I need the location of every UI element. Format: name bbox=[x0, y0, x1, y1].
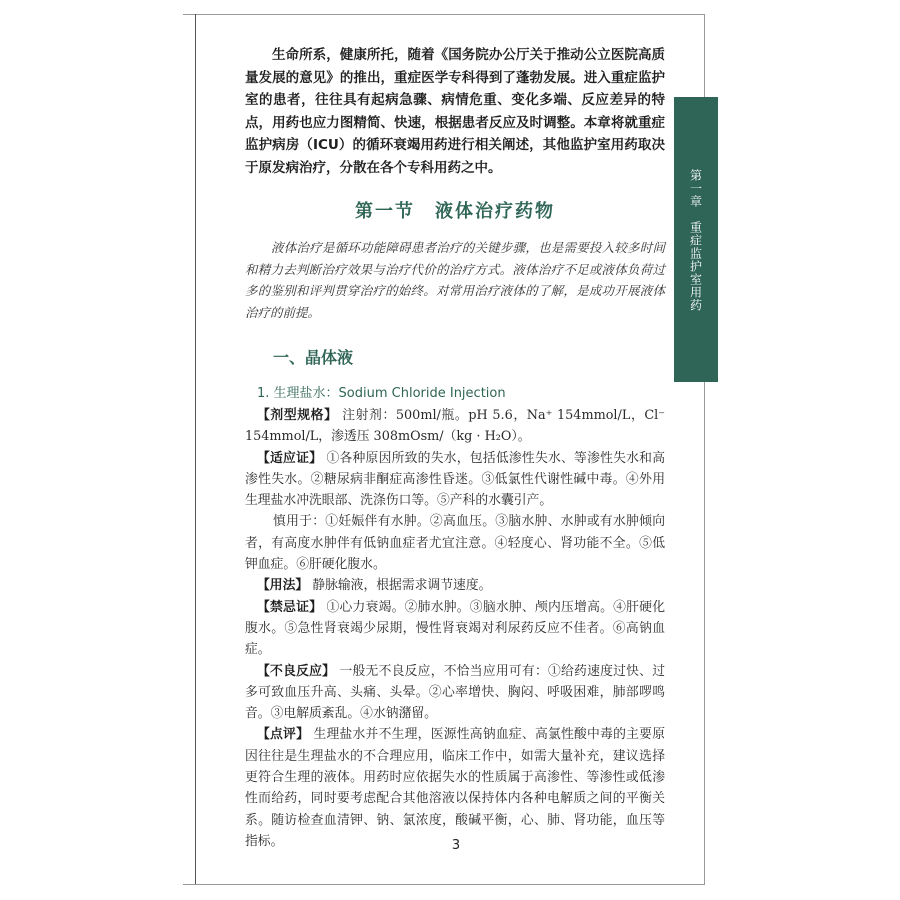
usage-tag: 【用法】 bbox=[257, 578, 309, 594]
comment-paragraph bbox=[245, 724, 665, 852]
adverse-paragraph bbox=[245, 661, 665, 725]
usage-paragraph bbox=[245, 575, 665, 596]
drug-title: 1. 生理盐水：Sodium Chloride Injection bbox=[257, 386, 506, 401]
indication-text: ①各种原因所致的失水，包括低渗性失水、等渗性失水和高渗性失水。②糖尿病非酮症高渗性昏迷。③低氯性代谢性碱中毒。④外用生理盐水冲洗眼部、洗涤伤口等。⑤产科的水囊引产。 bbox=[245, 450, 666, 509]
page-border-top bbox=[183, 14, 705, 15]
page-border-bottom bbox=[183, 884, 705, 885]
contraindication-tag: 【禁忌证】 bbox=[257, 599, 323, 615]
page-content bbox=[245, 44, 665, 852]
chapter-tab-label: 第一章 重症监护室用药 bbox=[688, 169, 703, 312]
page-spine-line bbox=[195, 14, 196, 885]
usage-text: 静脉输液，根据需求调节速度。 bbox=[312, 578, 492, 594]
section-title: 第一节 液体治疗药物 bbox=[355, 201, 555, 222]
chapter-side-tab bbox=[674, 97, 718, 382]
contraindication-text: ①心力衰竭。②肺水肿。③脑水肿、颅内压增高。④肝硬化腹水。⑤急性肾衰竭少尿期，慢性肾衰竭对利尿药反应不佳者。⑥高钠血症。 bbox=[245, 599, 666, 658]
spec-paragraph bbox=[245, 405, 665, 448]
section-intro: 液体治疗是循环功能障碍患者治疗的关键步骤，也是需要投入较多时间和精力去判断治疗效果与治疗代价的治疗方式。液体治疗不足或液体负荷过多的鉴别和评判贯穿治疗的始终。对常用治疗液体的了解，是成功开展液体治疗的前提。 bbox=[245, 240, 665, 320]
caution-paragraph: 慎用于：①妊娠伴有水肿。②高血压。③脑水肿、水肿或有水肿倾向者，有高度水肿伴有低钠血症者尤宜注意。④轻度心、肾功能不全。⑤低钾血症。⑥肝硬化腹水。 bbox=[245, 514, 665, 573]
contraindication-paragraph bbox=[245, 597, 665, 661]
chapter-intro: 生命所系，健康所托，随着《国务院办公厅关于推动公立医院高质量发展的意见》的推出，重症医学专科得到了蓬勃发展。进入重症监护室的患者，往往具有起病急骤、病情危重、变化多端、反应差异的特点，用药也应力图精简、快速，根据患者反应及时调整。本章将就重症监护病房（ICU）的循环衰竭用药进行相关阐述，其他监护室用药取决于原发病治疗，分散在各个专科用药之中。 bbox=[245, 47, 665, 176]
indication-tag: 【适应证】 bbox=[257, 450, 323, 466]
adverse-text: 一般无不良反应，不恰当应用可有：①给药速度过快、过多可致血压升高、头痛、头晕。②心率增快、胸闷、呼吸困难，肺部啰鸣音。③电解质紊乱。④水钠潴留。 bbox=[245, 663, 666, 722]
adverse-tag: 【不良反应】 bbox=[257, 663, 336, 679]
comment-text: 生理盐水并不生理，医源性高钠血症、高氯性酸中毒的主要原因往往是生理盐水的不合理应用，临床工作中，如需大量补充，建议选择更符合生理的液体。用药时应依据失水的性质属于高渗性、等渗性或低渗性而给药，同时要考虑配合其他溶液以保持体内各种电解质之间的平衡关系。随访检查血清钾、钠、氯浓度，酸碱平衡，心、肺、肾功能，血压等指标。 bbox=[245, 727, 666, 849]
indication-paragraph bbox=[245, 448, 665, 512]
comment-tag: 【点评】 bbox=[257, 727, 310, 743]
subheading-crystalloid: 一、晶体液 bbox=[273, 348, 354, 367]
page-number: 3 bbox=[451, 838, 461, 853]
spec-tag: 【剂型规格】 bbox=[257, 408, 338, 423]
spec-text: 注射剂：500ml/瓶。pH 5.6，Na⁺ 154mmol/L，Cl⁻ 154mmol/L，渗透压 308mOsm/（kg · H₂O）。 bbox=[245, 408, 666, 445]
